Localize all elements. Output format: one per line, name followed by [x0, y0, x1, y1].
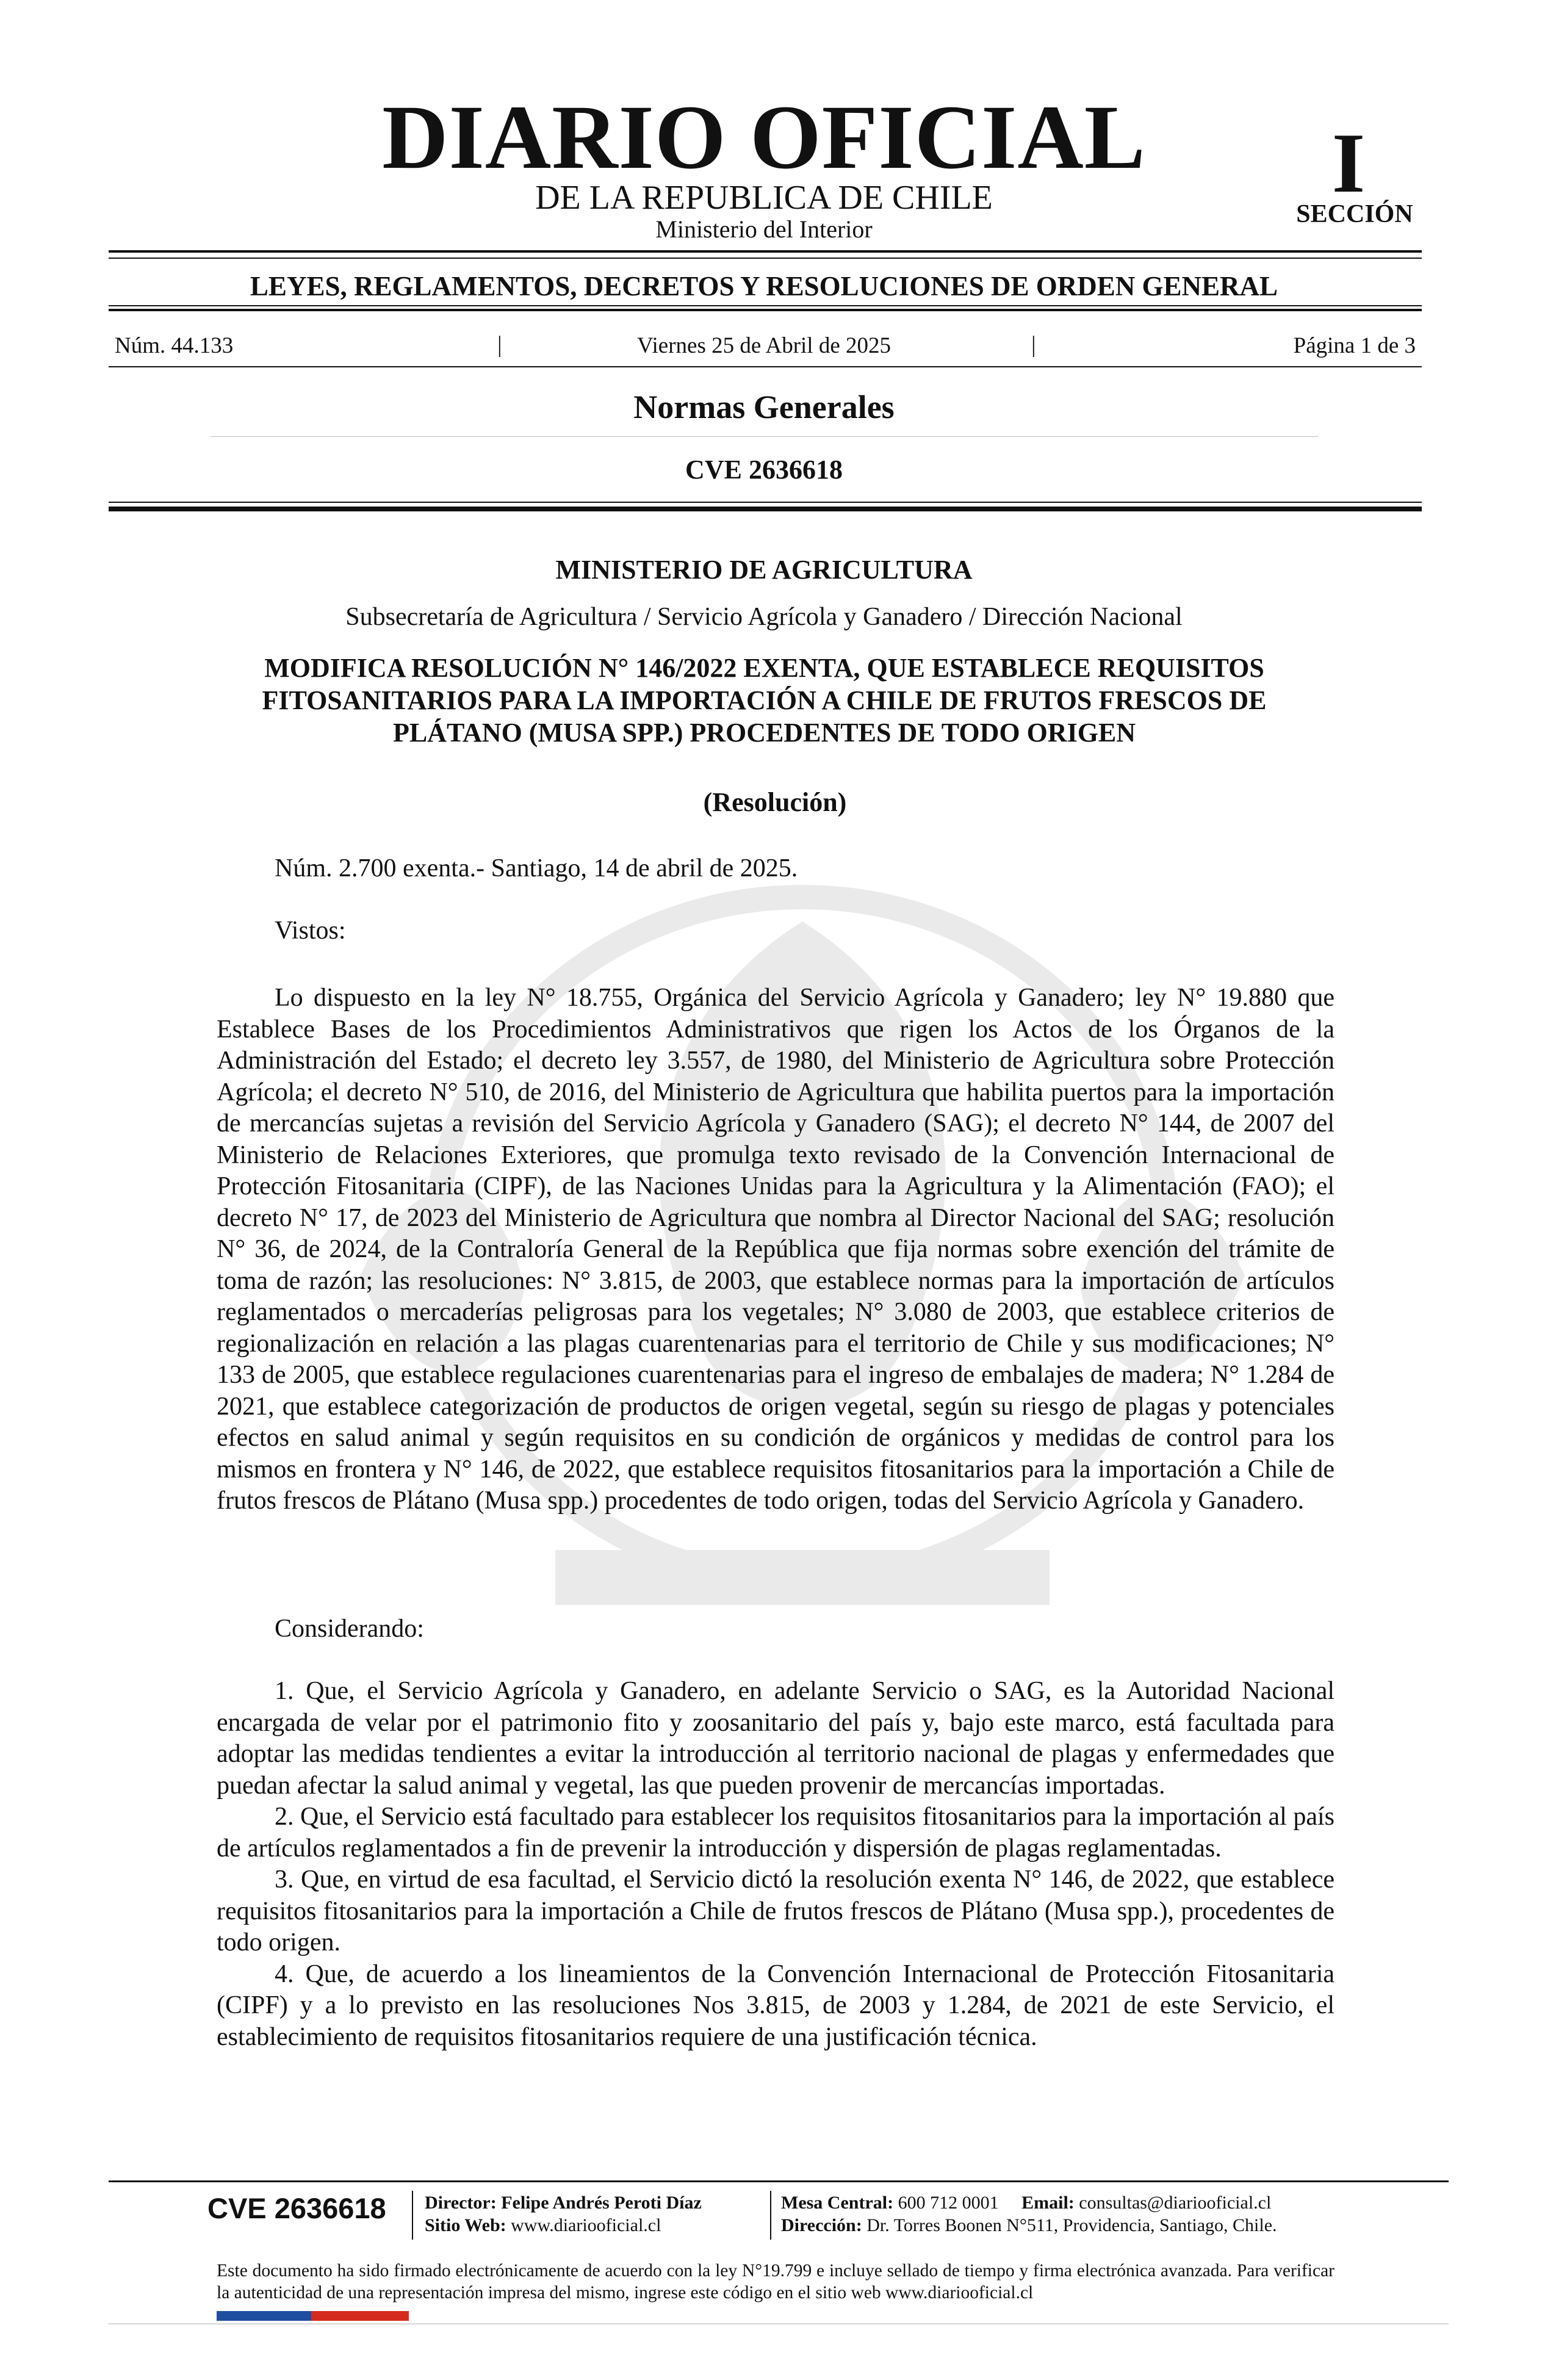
considerando-section [217, 1676, 1334, 2053]
separator: | [497, 332, 502, 358]
issue-date: Viernes 25 de Abril de 2025 [637, 333, 891, 358]
footer-website [425, 2216, 661, 2235]
divider [109, 507, 1422, 511]
footer-director [425, 2194, 702, 2212]
newspaper-title: DIARIO OFICIAL [382, 87, 1146, 188]
vistos-label: Vistos: [275, 917, 346, 945]
website-link[interactable]: www.diariooficial.cl [511, 2215, 661, 2235]
considerando-item: 2. Que, el Servicio está facultado para establecer los requisitos fitosanitarios para la importación al país de artículos reglamentados a fin de prevenir la introducción y dispersión de plagas reglamentadas. [217, 1803, 1334, 1863]
separator: | [1031, 332, 1036, 358]
divider [109, 366, 1422, 367]
flag-stripe-red [311, 2311, 409, 2321]
vistos-paragraph: Lo dispuesto en la ley N° 18.755, Orgánica del Servicio Agrícola y Ganadero; ley N° 19.880 que Establece Bases de los Procedimientos Administrativos que rigen los Actos de los Órganos de la Administración del Estado; el decreto ley 3.557, de 1980, del Ministerio de Agricultura sobre Protección Agrícola; el decreto N° 510, de 2016, del Ministerio de Agricultura que habilita puertos para la importación de mercancías sujetas a revisión del Servicio Agrícola y Ganadero (SAG); el decreto N° 144, de 2007 del Ministerio de Relaciones Exteriores, que promulga texto revisado de la Convención Internacional de Protección Fitosanitaria (CIPF), de las Naciones Unidas para la Agricultura y la Alimentación (FAO); el decreto N° 17, de 2023 del Ministerio de Agricultura que nombra al Director Nacional del SAG; resolución N° 36, de 2024, de la Contraloría General de la República que fija normas sobre exención del trámite de toma de razón; las resoluciones: N° 3.815, de 2003, que establece normas para la importación de artículos reglamentados o mercaderías peligrosas para los vegetales; N° 3.080 de 2003, que establece criterios de regionalización en relación a las plagas cuarentenarias para el territorio de Chile y sus modificaciones; N° 133 de 2005, que establece regulaciones cuarentenarias para el ingreso de embalajes de madera; N° 1.284 de 2021, que establece categorización de productos de origen vegetal, según su riesgo de plagas y potenciales efectos en salud animal y según requisitos en su condición de orgánicos y medidas de control para los mismos en frontera y N° 146, de 2022, que establece requisitos fitosanitarios para la importación a Chile de frutos frescos de Plátano (Musa spp.) procedentes de todo origen, todas del Servicio Agrícola y Ganadero. [217, 984, 1334, 1515]
issue-number: Núm. 44.133 [115, 333, 234, 358]
address-label: Dirección: [781, 2215, 862, 2235]
document-type: (Resolución) [703, 787, 847, 817]
website-label: Sitio Web: [425, 2215, 506, 2235]
section-number: I [1331, 116, 1366, 211]
section-label: SECCIÓN [1296, 200, 1413, 228]
divider [109, 309, 1422, 311]
page-indicator: Página 1 de 3 [1293, 333, 1416, 358]
footer-address [781, 2216, 1277, 2235]
resolution-title: MODIFICA RESOLUCIÓN N° 146/2022 EXENTA, QUE ESTABLECE REQUISITOS FITOSANITARIOS PARA LA IMPORTACIÓN A CHILE DE FRUTOS FRESCOS DE PLÁTANO (MUSA SPP.) PROCEDENTES DE TODO ORIGEN [262, 653, 1267, 748]
banner-heading: LEYES, REGLAMENTOS, DECRETOS Y RESOLUCIONES DE ORDEN GENERAL [250, 271, 1278, 301]
section-heading: Normas Generales [633, 389, 895, 425]
footer-separator [412, 2191, 413, 2240]
considerando-label: Considerando: [275, 1615, 424, 1643]
mesa-phone: 600 712 0001 [898, 2193, 999, 2213]
ministry-heading: MINISTERIO DE AGRICULTURA [555, 555, 973, 585]
footer-bottom-divider [109, 2323, 1449, 2324]
considerando-item: 3. Que, en virtud de esa facultad, el Servicio dictó la resolución exenta N° 146, de 2022, que establece requisitos fitosanitarios para la importación a Chile de frutos frescos de Plátano (Musa spp.), procedentes de todo origen. [217, 1866, 1334, 1956]
footer-separator [770, 2191, 771, 2240]
mesa-label: Mesa Central: [781, 2193, 894, 2213]
vistos-section [217, 983, 1334, 1517]
divider [109, 258, 1422, 259]
director-name: Felipe Andrés Peroti Díaz [501, 2193, 702, 2213]
divider [109, 305, 1422, 306]
cve-code: CVE 2636618 [685, 455, 843, 485]
director-label: Director: [425, 2193, 497, 2213]
newspaper-ministry: Ministerio del Interior [655, 215, 873, 243]
divider [109, 250, 1422, 253]
divider [211, 436, 1318, 437]
email-link[interactable]: consultas@diariooficial.cl [1079, 2193, 1272, 2213]
subsecretary-line: Subsecretaría de Agricultura / Servicio Agrícola y Ganadero / Dirección Nacional [345, 603, 1183, 631]
newspaper-subtitle: DE LA REPUBLICA DE CHILE [535, 179, 993, 217]
flag-stripe-blue [217, 2311, 311, 2321]
considerando-item: 4. Que, de acuerdo a los lineamientos de la Convención Internacional de Protección Fitosanitaria (CIPF) y a lo previsto en las resoluciones Nos 3.815, de 2003 y 1.284, de 2021 de este Servicio, el establecimiento de requisitos fitosanitarios requiere de una justificación técnica. [217, 1960, 1334, 2051]
footer-contact [781, 2194, 1271, 2212]
footer-divider [109, 2180, 1449, 2182]
divider [109, 502, 1422, 503]
address-text: Dr. Torres Boonen N°511, Providencia, Santiago, Chile. [866, 2215, 1277, 2235]
resolution-number-date: Núm. 2.700 exenta.- Santiago, 14 de abril de 2025. [275, 854, 798, 882]
footer-cve-code: CVE 2636618 [207, 2192, 386, 2224]
footer-signature-note: Este documento ha sido firmado electrónicamente de acuerdo con la ley N°19.799 e incluye sellado de tiempo y firma electrónica avanzada. Para verificar la autenticidad de una representación impresa del mismo, ingrese este código en el sitio web www.diariooficial.cl [217, 2261, 1334, 2302]
considerando-item: 1. Que, el Servicio Agrícola y Ganadero, en adelante Servicio o SAG, es la Autoridad Nacional encargada de velar por el patrimonio fito y zoosanitario del país y, bajo este marco, está facultada para adoptar las medidas tendientes a evitar la introducción al territorio nacional de plagas y enfermedades que puedan afectar la salud animal y vegetal, las que pueden provenir de mercancías importadas. [217, 1677, 1334, 1800]
email-label: Email: [1021, 2193, 1075, 2213]
